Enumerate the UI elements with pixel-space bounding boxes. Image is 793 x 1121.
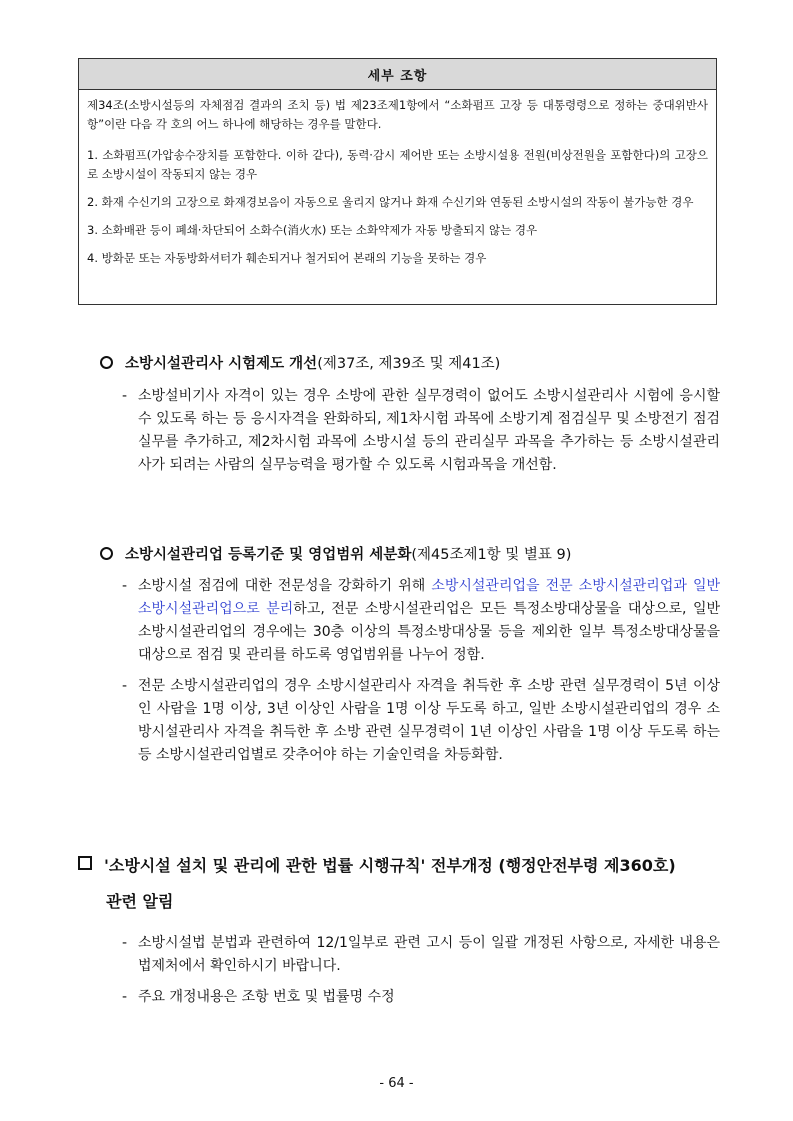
dash-bullet: - bbox=[122, 935, 128, 951]
list-item-text: 전문 소방시설관리업의 경우 소방시설관리사 자격을 취득한 후 소방 관련 실무경력이 5년 이상인 사람을 1명 이상, 3년 이상인 사람을 1명 이상 두도록 하고, 일반 소방시설관리업의 경우 소방시설관리사 자격을 취득한 후 소방 관련 실무경력이 1년 이상인 사람을 1명 이상 두도록 하는 등 소방시설관리업별로 갖추어야 하는 기술인력을 차등화함. bbox=[138, 678, 720, 763]
section-title-rest: (제37조, 제39조 및 제41조) bbox=[317, 356, 501, 372]
section-management-business bbox=[100, 543, 720, 767]
detail-clause-item: 4. 방화문 또는 자동방화셔터가 훼손되거나 철거되어 본래의 기능을 못하는 경우 bbox=[87, 251, 487, 265]
list-item-text-a: 소방시설 점검에 대한 전문성을 강화하기 위해 bbox=[138, 578, 432, 594]
dash-bullet: - bbox=[122, 989, 128, 1005]
page-number: - 64 - bbox=[379, 1076, 414, 1091]
detail-clause-box bbox=[78, 58, 717, 305]
detail-clause-body bbox=[79, 90, 716, 268]
list-item-text: 소방설비기사 자격이 있는 경우 소방에 관한 실무경력이 없어도 소방시설관리사 시험에 응시할 수 있도록 하는 등 응시자격을 완화하되, 제1차시험 과목에 소방기계 점검실무 및 소방전기 점검실무를 추가하고, 제2차시험 과목에 소방시설 등의 관리실무 과목을 추가하는 등 소방시설관리사가 되려는 사람의 실무능력을 평가할 수 있도록 시험과목을 개선함. bbox=[138, 388, 720, 473]
list-item bbox=[100, 675, 720, 767]
list-item bbox=[100, 932, 720, 978]
detail-clause-item: 2. 화재 수신기의 고장으로 화재경보음이 자동으로 울리지 않거나 화재 수신기와 연동된 소방시설의 작동이 불가능한 경우 bbox=[87, 195, 694, 209]
dash-bullet: - bbox=[122, 388, 128, 404]
circle-bullet-icon bbox=[100, 547, 113, 560]
section-notice bbox=[100, 926, 720, 1009]
detail-clause-intro: 제34조(소방시설등의 자체점검 결과의 조치 등) 법 제23조제1항에서 “소화펌프 고장 등 대통령령으로 정하는 중대위반사항”이란 다음 각 호의 어느 하나에 해당하는 경우를 말한다. bbox=[87, 98, 708, 131]
section-title-rest: (제45조제1항 및 별표 9) bbox=[411, 547, 572, 563]
detail-clause-header: 세부 조항 bbox=[79, 59, 716, 90]
section-title bbox=[100, 543, 720, 564]
dash-bullet: - bbox=[122, 678, 128, 694]
list-item bbox=[100, 385, 720, 477]
list-item-text: 소방시설법 분법과 관련하여 12/1일부로 관련 고시 등이 일괄 개정된 사항으로, 자세한 내용은 법제처에서 확인하시기 바랍니다. bbox=[138, 935, 720, 974]
detail-clause-item: 1. 소화펌프(가압송수장치를 포함한다. 이하 같다), 동력·감시 제어반 또는 소방시설용 전원(비상전원을 포함한다)의 고장으로 소방시설이 작동되지 않는 경우 bbox=[87, 148, 708, 181]
detail-clause-item: 3. 소화배관 등이 폐쇄·차단되어 소화수(消火水) 또는 소화약제가 자동 방출되지 않는 경우 bbox=[87, 223, 538, 237]
square-bullet-icon bbox=[78, 856, 92, 870]
section-title bbox=[100, 352, 720, 373]
section-title-bold: 소방시설관리업 등록기준 및 영업범위 세분화 bbox=[125, 547, 412, 563]
section-title-bold: 소방시설관리사 시험제도 개선 bbox=[125, 356, 318, 372]
highlighted-text: 소방시설관리업을 전문 소방시설관리업과 일반 소방시설관리업으로 분리 bbox=[138, 578, 720, 617]
section-exam-system bbox=[100, 352, 720, 477]
circle-bullet-icon bbox=[100, 356, 113, 369]
notice-title bbox=[78, 848, 718, 920]
list-item bbox=[100, 986, 720, 1009]
dash-bullet: - bbox=[122, 578, 128, 594]
list-item-text: 주요 개정내용은 조항 번호 및 법률명 수정 bbox=[138, 989, 395, 1005]
notice-title-line1: '소방시설 설치 및 관리에 관한 법률 시행규칙' 전부개정 (행정안전부령 제360호) bbox=[78, 848, 718, 884]
list-item-text-b: 하고, 전문 소방시설관리업은 모든 특정소방대상물을 대상으로, 일반 소방시설관리업의 경우에는 30층 이상의 특정소방대상물 등을 제외한 일부 특정소방대상물을 대상으로 점검 및 관리를 하도록 영업범위를 나누어 정함. bbox=[138, 601, 720, 663]
notice-title-line2: 관련 알림 bbox=[106, 892, 174, 911]
list-item bbox=[100, 575, 720, 667]
